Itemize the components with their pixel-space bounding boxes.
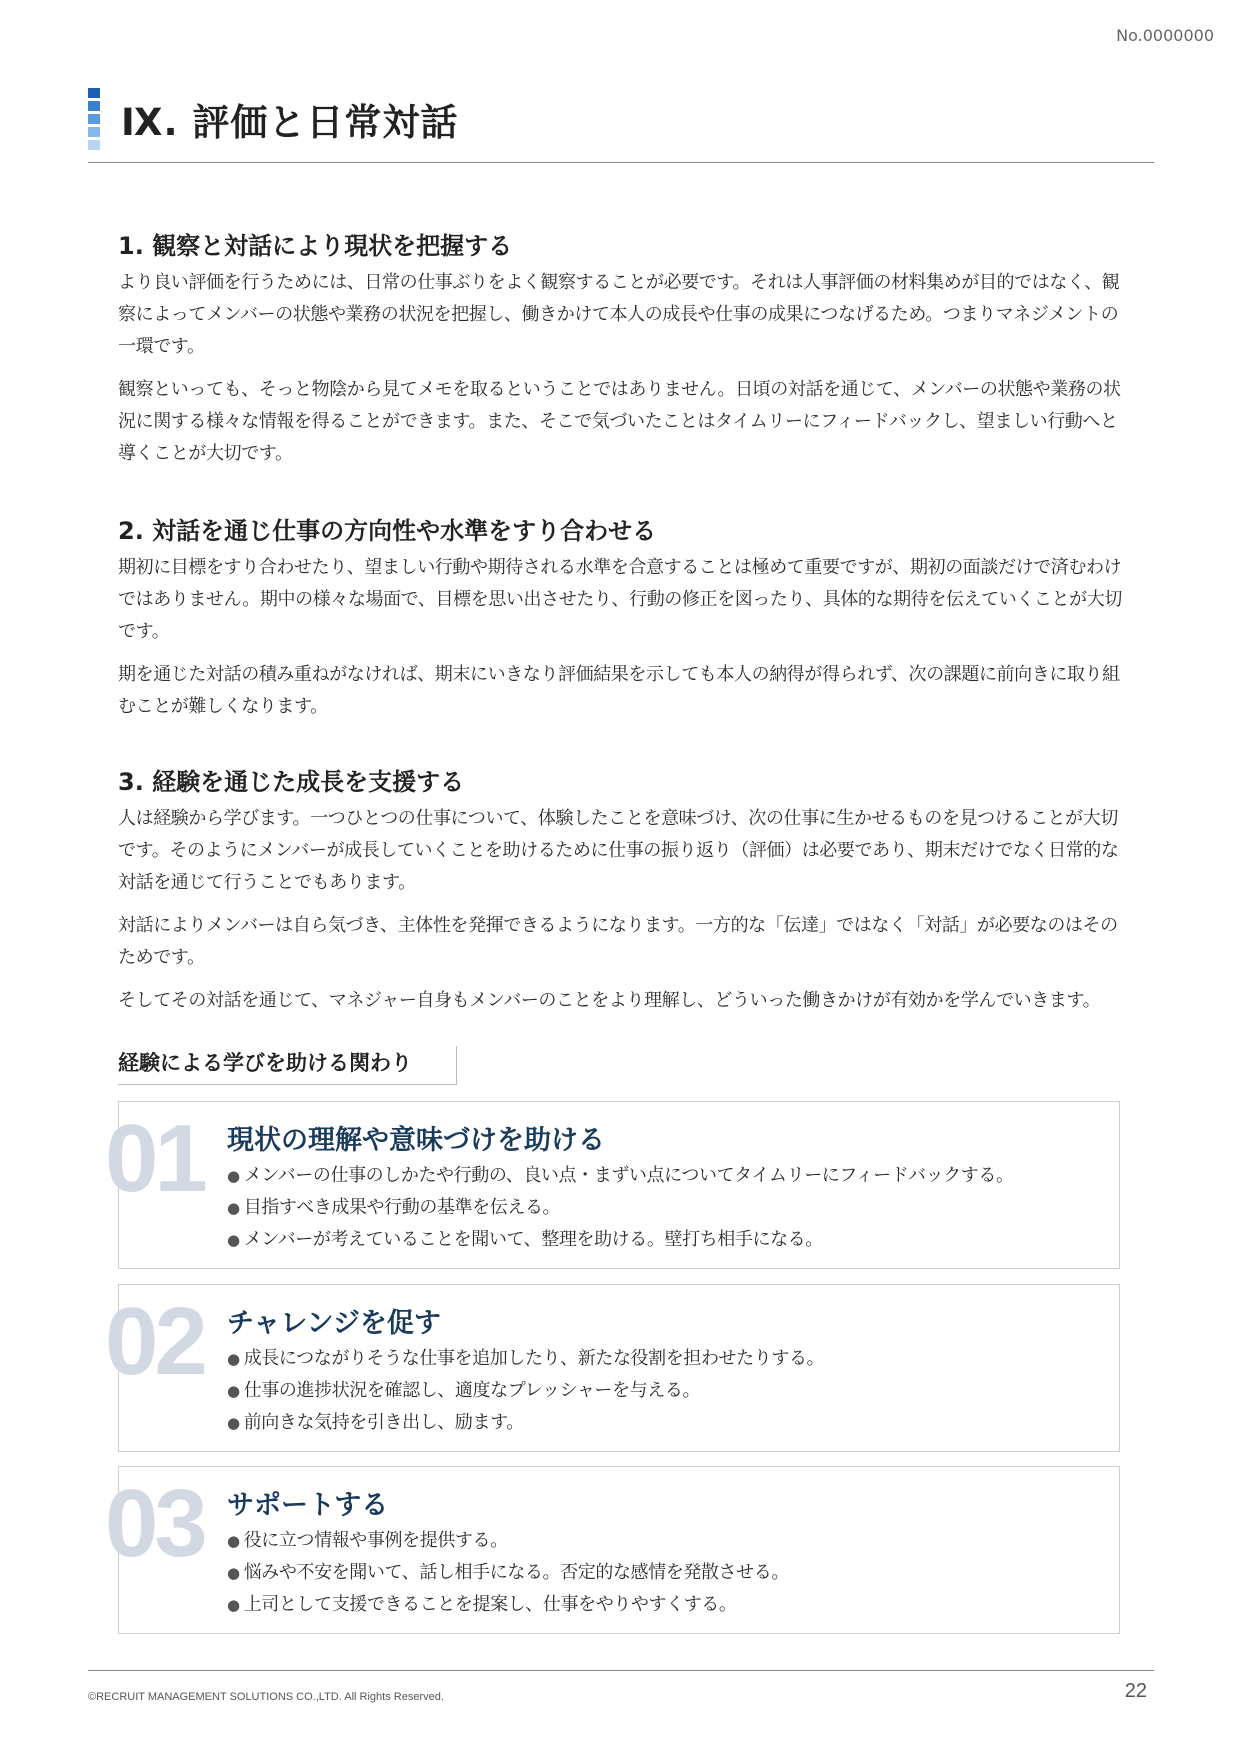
- list-item-text: メンバーが考えていることを聞いて、整理を助ける。壁打ち相手になる。: [243, 1229, 823, 1250]
- bullet-icon: ●: [227, 1231, 240, 1249]
- bullet-icon: ●: [227, 1564, 240, 1582]
- section-paragraph: 観察といっても、そっと物陰から見てメモを取るということではありません。日頃の対話を通じて、メンバーの状態や業務の状況に関する様々な情報を得ることができます。また、そこで気づいたことはタイムリーにフィードバックし、望ましい行動へと導くことが大切です。: [118, 379, 1121, 464]
- card-bullet-list: [227, 1343, 824, 1439]
- card-title: サポートする: [227, 1490, 389, 1521]
- list-item: [227, 1160, 1014, 1192]
- support-card: [105, 1466, 1120, 1634]
- card-bullet-list: [227, 1160, 1014, 1256]
- page-number: 22: [1124, 1680, 1147, 1702]
- bullet-icon: ●: [227, 1532, 240, 1550]
- support-subheading: 経験による学びを助ける関わり: [118, 1046, 457, 1085]
- card-title: チャレンジを促す: [227, 1308, 441, 1339]
- copyright-notice: ©RECRUIT MANAGEMENT SOLUTIONS CO.,LTD. All Rights Reserved.: [88, 1691, 444, 1703]
- card-number: 02: [105, 1288, 204, 1395]
- footer-divider: [88, 1670, 1154, 1671]
- section-paragraph: 対話によりメンバーは自ら気づき、主体性を発揮できるようになります。一方的な「伝達」ではなく「対話」が必要なのはそのためです。: [118, 915, 1118, 968]
- section-paragraph: 期を通じた対話の積み重ねがなければ、期末にいきなり評価結果を示しても本人の納得が得られず、次の課題に前向きに取り組むことが難しくなります。: [118, 664, 1120, 717]
- card-number: 01: [105, 1105, 204, 1212]
- list-item: [227, 1192, 1014, 1224]
- list-item: [227, 1343, 824, 1375]
- section-paragraph: 期初に目標をすり合わせたり、望ましい行動や期待される水準を合意することは極めて重要ですが、期初の面談だけで済むわけではありません。期中の様々な場面で、目標を思い出させたり、行動の修正を図ったり、具体的な期待を伝えていくことが大切です。: [118, 557, 1122, 642]
- list-item-text: 目指すべき成果や行動の基準を伝える。: [243, 1197, 561, 1218]
- list-item-text: 仕事の進捗状況を確認し、適度なプレッシャーを与える。: [243, 1380, 701, 1401]
- list-item-text: メンバーの仕事のしかたや行動の、良い点・まずい点についてタイムリーにフィードバックする。: [243, 1165, 1014, 1186]
- list-item-text: 前向きな気持を引き出し、励ます。: [243, 1412, 524, 1433]
- section-paragraph: 人は経験から学びます。一つひとつの仕事について、体験したことを意味づけ、次の仕事に生かせるものを見つけることが大切です。そのようにメンバーが成長していくことを助けるために仕事の振り返り（評価）は必要であり、期末だけでなく日常的な対話を通じて行うことでもあります。: [118, 808, 1119, 893]
- list-item-text: 役に立つ情報や事例を提供する。: [243, 1530, 508, 1551]
- section-observation: [118, 226, 1130, 481]
- bullet-icon: ●: [227, 1382, 240, 1400]
- section-heading: 2. 対話を通じ仕事の方向性や水準をすり合わせる: [118, 517, 657, 545]
- accent-bar: [88, 101, 100, 111]
- list-item: [227, 1525, 789, 1557]
- section-paragraph: そしてその対話を通じて、マネジャー自身もメンバーのことをより理解し、どういった働きかけが有効かを学んでいきます。: [118, 990, 1101, 1011]
- section-alignment: [118, 511, 1130, 734]
- accent-bar: [88, 140, 100, 150]
- section-heading: 1. 観察と対話により現状を把握する: [118, 232, 513, 260]
- list-item: [227, 1557, 789, 1589]
- section-heading: 3. 経験を通じた成長を支援する: [118, 768, 465, 796]
- bullet-icon: ●: [227, 1167, 240, 1185]
- accent-bar: [88, 127, 100, 137]
- bullet-icon: ●: [227, 1350, 240, 1368]
- title-divider: [88, 162, 1154, 163]
- list-item-text: 上司として支援できることを提案し、仕事をやりやすくする。: [243, 1594, 737, 1615]
- list-item: [227, 1224, 1014, 1256]
- bullet-icon: ●: [227, 1199, 240, 1217]
- list-item: [227, 1407, 824, 1439]
- card-bullet-list: [227, 1525, 789, 1621]
- section-paragraph: より良い評価を行うためには、日常の仕事ぶりをよく観察することが必要です。それは人事評価の材料集めが目的ではなく、観察によってメンバーの状態や業務の状況を把握し、働きかけて本人の成長や仕事の成果につなげるため。つまりマネジメントの一環です。: [118, 272, 1120, 357]
- bullet-icon: ●: [227, 1414, 240, 1432]
- list-item: [227, 1375, 824, 1407]
- list-item: [227, 1589, 789, 1621]
- page-title: Ⅸ. 評価と日常対話: [121, 101, 459, 144]
- support-card: [105, 1101, 1120, 1269]
- accent-bar: [88, 88, 100, 98]
- section-growth-support: [118, 762, 1130, 1028]
- list-item-text: 成長につながりそうな仕事を追加したり、新たな役割を担わせたりする。: [243, 1348, 825, 1369]
- bullet-icon: ●: [227, 1596, 240, 1614]
- chapter-title-block: [88, 88, 1154, 164]
- card-title: 現状の理解や意味づけを助ける: [227, 1125, 605, 1156]
- accent-bar: [88, 114, 100, 124]
- list-item-text: 悩みや不安を聞いて、話し相手になる。否定的な感情を発散させる。: [243, 1562, 789, 1583]
- card-number: 03: [105, 1470, 204, 1577]
- support-card: [105, 1284, 1120, 1452]
- document-number: No.0000000: [1116, 26, 1214, 45]
- title-accent-bars: [88, 88, 100, 153]
